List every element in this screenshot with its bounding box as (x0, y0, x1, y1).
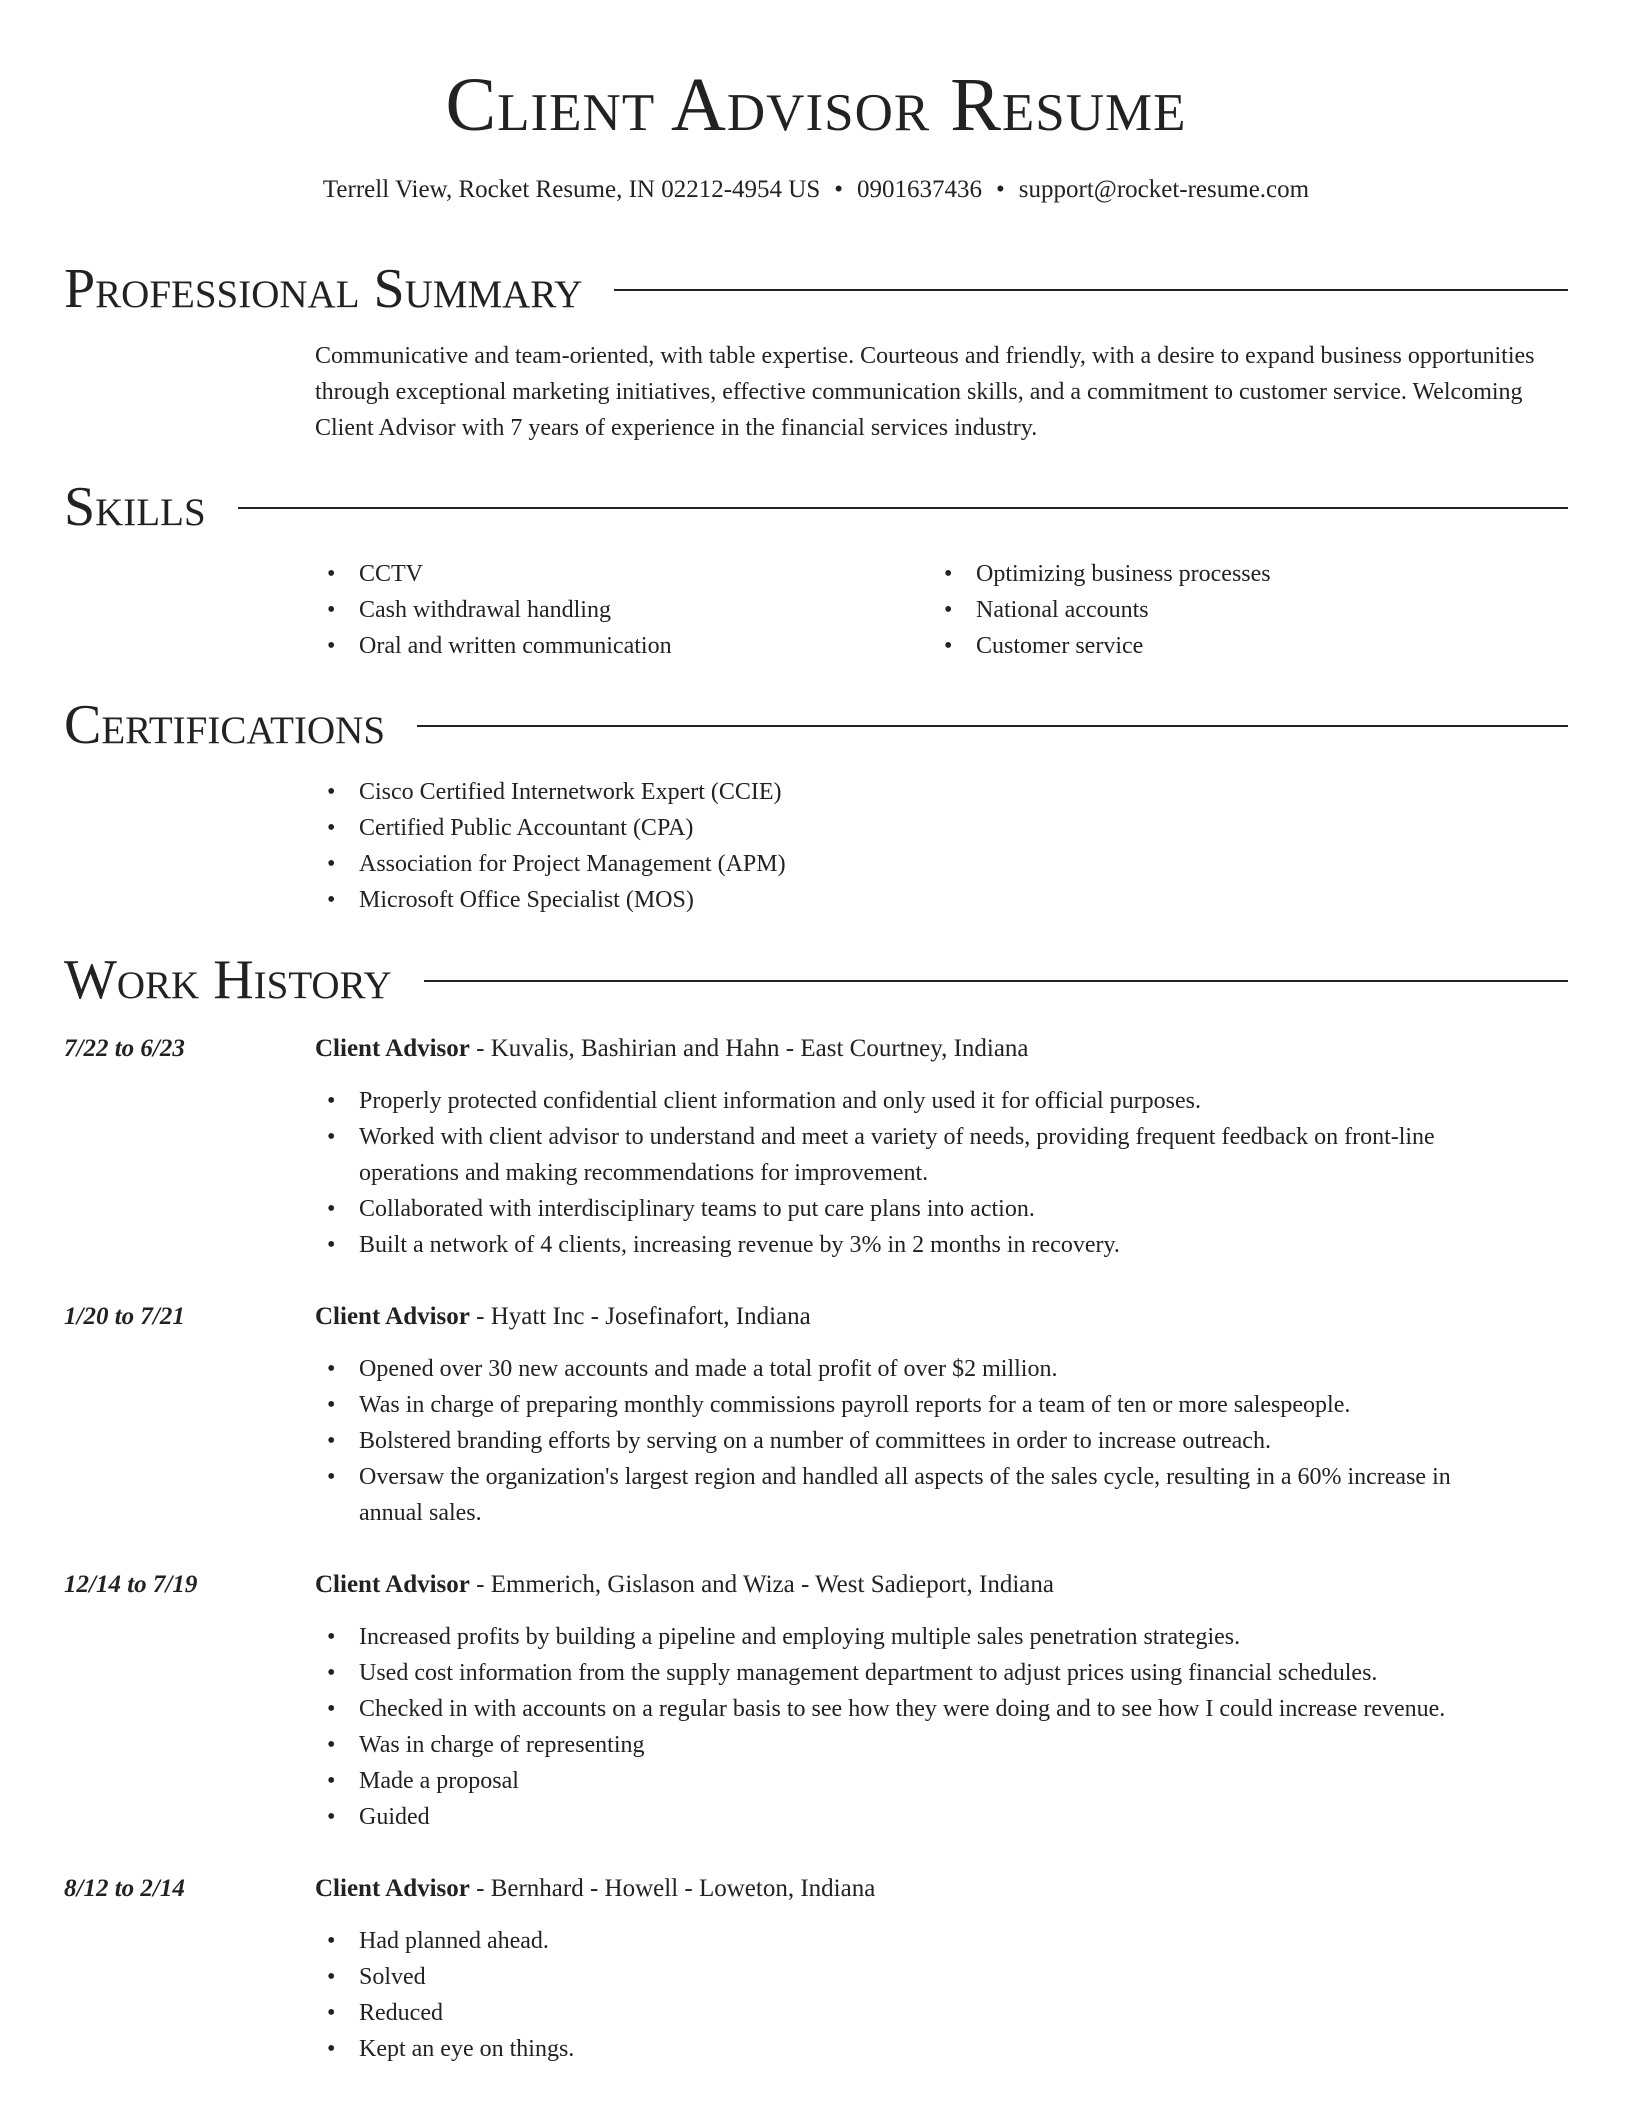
duty-item: • Oversaw the organization's largest region and handled all aspects of the sales cycle, resulting in a 60% increase in annual sales. (315, 1459, 1515, 1531)
duty-item: • Properly protected confidential client information and only used it for official purposes. (315, 1083, 1515, 1119)
job-dates: 1/20 to 7/21 (64, 1303, 185, 1330)
summary-heading-text: Professional Summary (64, 258, 583, 320)
job-company: - Bernhard - Howell - Loweton, Indiana (469, 1875, 876, 1902)
contact-separator: • (834, 176, 844, 203)
certifications-heading-text: Certifications (64, 694, 386, 756)
job-duties (315, 1351, 1515, 1531)
job-dates: 12/14 to 7/19 (64, 1571, 198, 1598)
section-divider (424, 980, 1568, 982)
job-dates: 7/22 to 6/23 (64, 1035, 185, 1062)
job-headline (315, 1299, 811, 1335)
skill-item: • National accounts (932, 592, 1552, 628)
job-headline (315, 1031, 1029, 1067)
job-duties (315, 1619, 1515, 1835)
skills-heading-text: Skills (64, 476, 206, 538)
job-duties (315, 1083, 1515, 1263)
job-headline (315, 1871, 875, 1907)
job-company: - Hyatt Inc - Josefinafort, Indiana (469, 1303, 811, 1330)
skill-item: • Cash withdrawal handling (315, 592, 915, 628)
contact-separator: • (996, 176, 1005, 203)
section-divider (238, 507, 1568, 509)
skill-item: • Oral and written communication (315, 628, 915, 664)
skill-item: • Customer service (932, 628, 1552, 664)
duty-item: • Bolstered branding efforts by serving on a number of committees in order to increase outreach. (315, 1423, 1515, 1459)
certifications-list (315, 774, 1565, 918)
duty-item: • Built a network of 4 clients, increasing revenue by 3% in 2 months in recovery. (315, 1227, 1515, 1263)
contact-line (0, 172, 1632, 208)
skills-list-right (932, 556, 1552, 664)
job-headline (315, 1567, 1054, 1603)
job-duties (315, 1923, 1515, 2067)
duty-item: • Guided (315, 1799, 1515, 1835)
page-title: Client Advisor Resume (445, 63, 1187, 147)
duty-item: • Used cost information from the supply management department to adjust prices using financial schedules. (315, 1655, 1515, 1691)
certification-item: • Cisco Certified Internetwork Expert (CCIE) (315, 774, 1565, 810)
duty-item: • Was in charge of preparing monthly commissions payroll reports for a team of ten or more salespeople. (315, 1387, 1515, 1423)
duty-item: • Solved (315, 1959, 1515, 1995)
certification-item: • Association for Project Management (APM) (315, 846, 1565, 882)
section-divider (417, 725, 1568, 727)
job-role: Client Advisor (315, 1875, 470, 1902)
duty-item: • Kept an eye on things. (315, 2031, 1515, 2067)
certifications-heading (64, 690, 1568, 760)
work-history-heading (64, 945, 1568, 1015)
contact-email: support@rocket-resume.com (1018, 176, 1310, 203)
duty-item: • Collaborated with interdisciplinary teams to put care plans into action. (315, 1191, 1515, 1227)
job-role: Client Advisor (315, 1571, 470, 1598)
job-role: Client Advisor (315, 1303, 470, 1330)
skill-item: • CCTV (315, 556, 915, 592)
duty-item: • Had planned ahead. (315, 1923, 1515, 1959)
section-divider (614, 289, 1568, 291)
duty-item: • Reduced (315, 1995, 1515, 2031)
job-company: - Emmerich, Gislason and Wiza - West Sadieport, Indiana (469, 1571, 1054, 1598)
duty-item: • Made a proposal (315, 1763, 1515, 1799)
duty-item: • Checked in with accounts on a regular basis to see how they were doing and to see how I could increase revenue. (315, 1691, 1515, 1727)
job-role: Client Advisor (315, 1035, 470, 1062)
certification-item: • Certified Public Accountant (CPA) (315, 810, 1565, 846)
certification-item: • Microsoft Office Specialist (MOS) (315, 882, 1565, 918)
summary-text: Communicative and team-oriented, with table expertise. Courteous and friendly, with a desire to expand business opportunities through exceptional marketing initiatives, effective communication skills, and a commitment to customer service. Welcoming Client Advisor with 7 years of experience in the financial services industry. (315, 343, 1535, 441)
summary-heading (64, 254, 1568, 324)
contact-address: Terrell View, Rocket Resume, IN 02212-4954 US (322, 176, 821, 203)
duty-item: • Was in charge of representing (315, 1727, 1515, 1763)
job-dates: 8/12 to 2/14 (64, 1875, 185, 1902)
work-history-heading-text: Work History (64, 949, 392, 1011)
skills-list-left (315, 556, 915, 664)
skill-item: • Optimizing business processes (932, 556, 1552, 592)
duty-item: • Worked with client advisor to understand and meet a variety of needs, providing frequent feedback on front-line operations and making recommendations for improvement. (315, 1119, 1515, 1191)
duty-item: • Increased profits by building a pipeline and employing multiple sales penetration strategies. (315, 1619, 1515, 1655)
skills-heading (64, 472, 1568, 542)
job-company: - Kuvalis, Bashirian and Hahn - East Courtney, Indiana (469, 1035, 1029, 1062)
contact-phone: 0901637436 (857, 176, 983, 203)
duty-item: • Opened over 30 new accounts and made a total profit of over $2 million. (315, 1351, 1515, 1387)
